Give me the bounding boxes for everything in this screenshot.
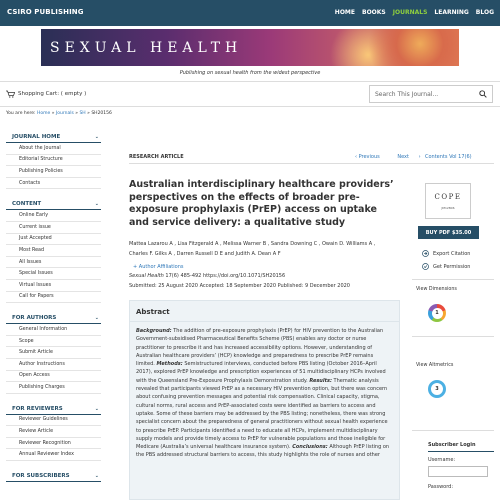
sidebar-gap [6, 189, 101, 199]
chevron-down-icon: ⌄ [94, 473, 99, 480]
sidebar-gap [6, 482, 101, 492]
nav-blog[interactable]: BLOG [475, 9, 494, 16]
nav-books[interactable]: BOOKS [362, 9, 386, 16]
sidebar-item-publishing-charges[interactable]: Publishing Charges [6, 382, 101, 394]
search-icon [479, 90, 487, 98]
sidebar-item-author-instructions[interactable]: Author Instructions [6, 359, 101, 371]
breadcrumb-prefix: You are here: [6, 111, 37, 116]
sidebar-item-about-the-journal[interactable]: About the Journal [6, 143, 101, 155]
nav-learning[interactable]: LEARNING [434, 9, 469, 16]
sidebar-gap [6, 394, 101, 404]
abstract-body [130, 322, 399, 465]
sidebar-item-submit-article[interactable]: Submit Article [6, 347, 101, 359]
password-label: Password: [428, 484, 454, 490]
sidebar-section-title: CONTENT [12, 201, 42, 208]
sidebar-gap [6, 461, 101, 471]
prev-next-nav [355, 154, 429, 160]
sidebar-item-call-for-papers[interactable]: Call for Papers [6, 292, 101, 304]
divider [0, 81, 500, 82]
sidebar-section-journal-home[interactable] [6, 132, 101, 143]
search-input[interactable]: Search This Journal... [375, 91, 439, 98]
sidebar-section-for-subscribers[interactable] [6, 471, 101, 482]
sidebar-item-general-information[interactable]: General Information [6, 324, 101, 336]
sidebar-item-current-issue[interactable]: Current issue [6, 222, 101, 234]
cope-logo[interactable] [425, 183, 471, 219]
breadcrumb: You are here: Home » Journals » SH » SH20156 [6, 111, 112, 116]
breadcrumb-current: SH20156 [91, 111, 112, 116]
top-bar [0, 0, 500, 26]
divider [412, 279, 494, 280]
sidebar-section-title: JOURNAL HOME [12, 134, 61, 140]
journal-name: Sexual Health [129, 273, 164, 279]
conclusions-text: Although PrEP listing on the PBS addressed structural barriers to access, this study highlights the role of nurses and other [136, 444, 390, 459]
sidebar-section-for-authors[interactable] [6, 313, 101, 324]
chevron-down-icon: ⌄ [94, 315, 99, 322]
chevron-down-icon: ⌄ [94, 134, 99, 140]
authors-line-1[interactable]: Mattea Lazarou A , Lisa Fitzgerald A , Melissa Warner B , Sandra Downing C , Owain D. Williams A , [129, 241, 376, 247]
sidebar-section-for-reviewers[interactable] [6, 404, 101, 415]
subscriber-login-heading: Subscriber Login [428, 442, 476, 448]
author-affiliations-toggle[interactable]: + Author Affiliations [133, 264, 184, 270]
journal-tagline: Publishing on sexual health from the widest perspective [179, 70, 321, 76]
sidebar-item-just-accepted[interactable]: Just Accepted [6, 234, 101, 246]
altmetrics-badge[interactable]: 3 [428, 380, 446, 398]
sidebar-item-reviewer-guidelines[interactable]: Reviewer Guidelines [6, 415, 101, 427]
sidebar-item-special-issues[interactable]: Special Issues [6, 268, 101, 280]
cope-subtitle: JM12806 [441, 206, 455, 210]
sidebar-item-reviewer-recognition[interactable]: Reviewer Recognition [6, 438, 101, 450]
methods-label: Methods: [156, 361, 183, 368]
abstract-panel [129, 300, 400, 500]
chevron-down-icon: ⌄ [94, 405, 99, 412]
export-citation-link[interactable] [422, 250, 470, 257]
cart-label: Shopping Cart: ( empty ) [18, 91, 87, 97]
background-text: The addition of pre-exposure prophylaxis (PrEP) for HIV prevention to the Australian Government-subsidised Pharmaceutical Benefits Scheme (PBS) enables any doctor or nurse practitioner to prescribe it and has increased accessibility options. However, understanding of Australian healthcare providers’ (HCP) knowledge and preparedness to prescribe PrEP remains limited. [136, 328, 384, 368]
results-text: Thematic analysis revealed that participants viewed PrEP as a necessary HIV prevention option, but there was concern about confusing prevention messages and potential risk compensation. Clinical capacity, stigma, cultural norms, rural access and PrEP-associated costs were identified as barriers to access and uptake. Some of these barriers may be addressed by the PBS listing; nonetheless, there was strong specialist concern about the preparedness of general practitioners without sexual health experience to prescribe PrEP. Participants identified a need to educate all HCPs, implement multidisciplinary supply models and provide timely access to PrEP for vulnerable populations and those ineligible for Medicare (Australia’s universal healthcare insurance system). [136, 377, 388, 451]
sidebar-item-all-issues[interactable]: All Issues [6, 257, 101, 269]
contents-link[interactable]: Contents Vol 17(6) [425, 154, 472, 160]
nav-home[interactable]: HOME [334, 9, 355, 16]
sidebar-gap [6, 303, 101, 313]
sidebar-item-contacts[interactable]: Contacts [6, 178, 101, 190]
sidebar-item-scope[interactable]: Scope [6, 336, 101, 348]
publication-dates: Submitted: 25 August 2020 Accepted: 18 September 2020 Published: 9 December 2020 [129, 283, 350, 289]
sidebar-item-review-article[interactable]: Review Article [6, 426, 101, 438]
sidebar-item-annual-reviewer-index[interactable]: Annual Reviewer Index [6, 449, 101, 461]
get-permission-link[interactable] [422, 263, 470, 270]
previous-label: Previous [358, 154, 380, 160]
author-list [129, 239, 414, 259]
dimensions-count: 1 [432, 308, 443, 319]
divider [412, 430, 494, 431]
previous-link[interactable]: ‹ Previous [355, 154, 380, 160]
divider [0, 106, 500, 107]
breadcrumb-sh[interactable]: SH [79, 111, 86, 116]
methods-text: Semistructured interviews, conducted before PBS listing (October 2016–April 2017), explored PrEP knowledge and prescription experiences of 51 multidisciplinary HCPs involved with the Queensland Pre-Exposure Prophylaxis Demonstration study. [136, 361, 386, 384]
top-nav [328, 9, 494, 16]
sidebar-item-online-early[interactable]: Online Early [6, 210, 101, 222]
sidebar-item-most-read[interactable]: Most Read [6, 245, 101, 257]
background-label: Background: [136, 328, 172, 334]
article-type-label: RESEARCH ARTICLE [129, 154, 184, 160]
dimensions-badge[interactable] [428, 304, 446, 322]
divider [129, 163, 494, 164]
permission-icon [422, 263, 429, 270]
sidebar-section-title: FOR SUBSCRIBERS [12, 473, 70, 480]
export-icon [422, 250, 429, 257]
brand-logo[interactable]: CSIRO PUBLISHING [7, 8, 84, 16]
authors-line-2[interactable]: Charles F. Gilks A , Darren Russell D E and Judith A. Dean A F [129, 251, 281, 257]
sidebar-item-open-access[interactable]: Open Access [6, 371, 101, 383]
next-link[interactable]: Next › [397, 154, 421, 160]
search-button[interactable] [474, 86, 492, 102]
banner-artwork [329, 29, 459, 66]
sidebar-section-content[interactable] [6, 199, 101, 210]
sidebar-item-editorial-structure[interactable]: Editorial Structure [6, 155, 101, 167]
username-input[interactable] [428, 466, 488, 477]
sidebar-item-publishing-policies[interactable]: Publishing Policies [6, 166, 101, 178]
citation-line [129, 273, 285, 279]
banner-title: SEXUAL HEALTH [50, 40, 243, 56]
breadcrumb-home[interactable]: Home [36, 111, 51, 116]
permission-label: Get Permission [433, 263, 471, 270]
shopping-cart-link[interactable] [6, 90, 86, 98]
conclusions-label: Conclusions: [292, 444, 328, 451]
divider [412, 336, 494, 337]
sidebar-section-title: FOR AUTHORS [12, 315, 57, 322]
export-label: Export Citation [433, 250, 471, 257]
sidebar [6, 132, 101, 492]
breadcrumb-journals[interactable]: Journals [55, 111, 74, 116]
altmetrics-label: View Altmetrics [416, 363, 454, 368]
next-label: Next [397, 154, 409, 160]
results-label: Results: [309, 377, 332, 384]
chevron-down-icon: ⌄ [94, 201, 99, 208]
buy-pdf-button[interactable]: BUY PDF $35.00 [418, 226, 479, 239]
cope-title: COPE [434, 193, 462, 201]
sidebar-item-virtual-issues[interactable]: Virtual Issues [6, 280, 101, 292]
dimensions-label: View Dimensions [416, 287, 457, 292]
username-label: Username: [428, 457, 456, 463]
nav-journals[interactable]: JOURNALS [392, 9, 428, 16]
sidebar-section-title: FOR REVIEWERS [12, 405, 63, 412]
journal-search [369, 85, 493, 103]
cart-icon [6, 90, 15, 98]
journal-banner[interactable] [41, 29, 459, 66]
article-title: Australian interdisciplinary healthcare providers’ perspectives on the effects of broader pre-exposure prophylaxis (PrEP) access on uptake and service delivery: a qualitative study [129, 179, 394, 228]
citation-detail[interactable]: 17(6) 485-492 https://doi.org/10.1071/SH20156 [163, 273, 286, 279]
divider [428, 451, 494, 452]
abstract-heading: Abstract [130, 301, 399, 322]
